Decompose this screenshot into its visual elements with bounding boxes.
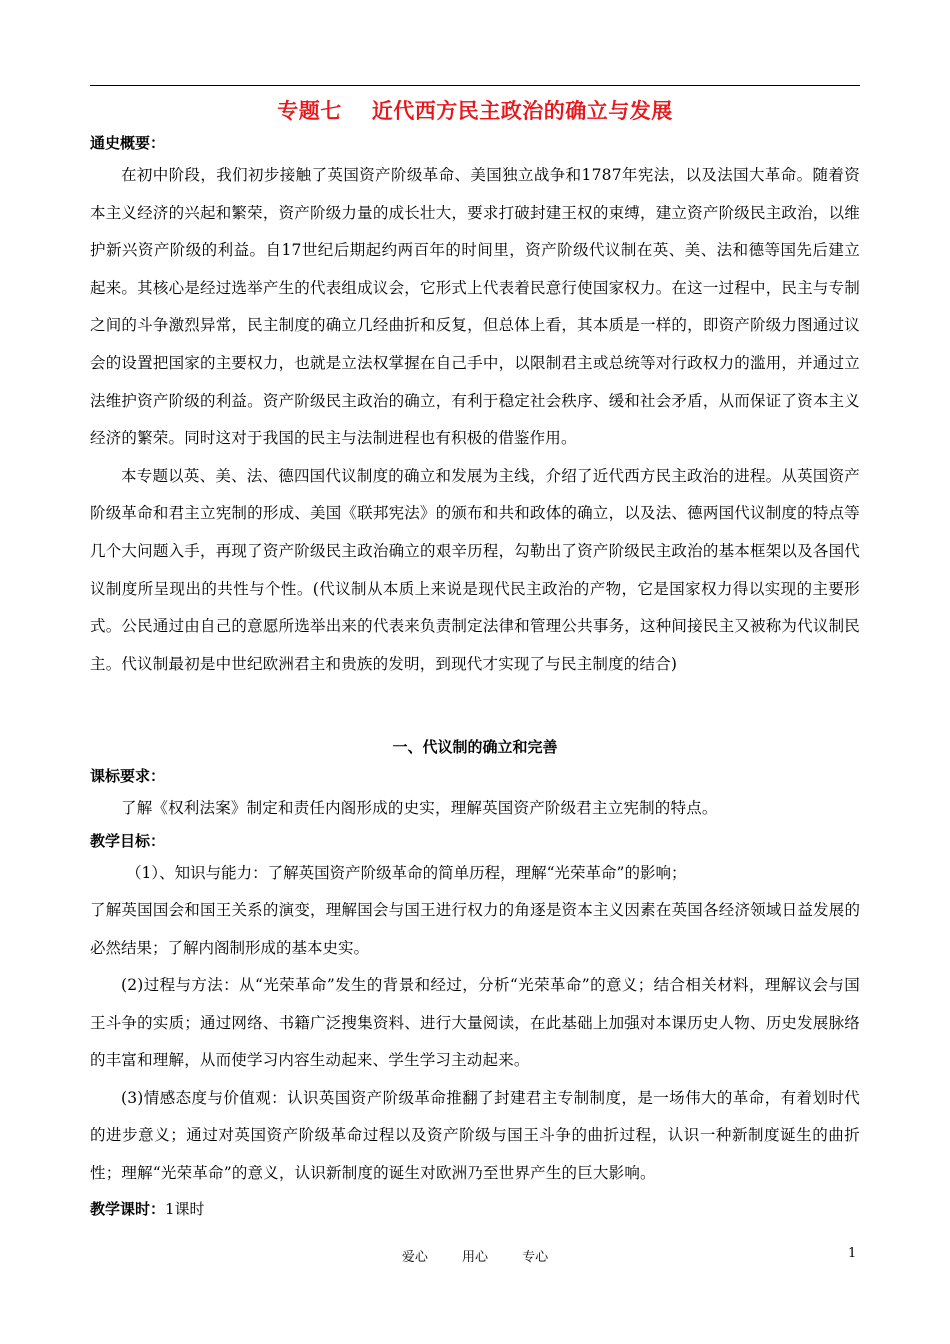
- goal-1-heading: （1）、知识与能力：了解英国资产阶级革命的简单历程，理解“光荣革命”的影响；: [126, 863, 687, 882]
- goals-label: 教学目标：: [90, 831, 166, 850]
- section-heading: 一、代议制的确立和完善: [392, 738, 558, 757]
- footer-motto: [0, 1246, 950, 1265]
- hours-value: 1课时: [165, 1200, 205, 1219]
- footer-motto-3: 专心: [522, 1250, 549, 1265]
- page-number: 1: [848, 1246, 857, 1261]
- page-title: [90, 94, 860, 128]
- overview-label: 通史概要：: [90, 134, 166, 152]
- title-prefix: 专题七: [277, 99, 342, 123]
- goal-1-text: 了解英国国会和国王关系的演变，理解国会与国王进行权力的角逐是资本主义因素在英国各经济领域日益发展的必然结果；了解内阁制形成的基本史实。: [90, 901, 860, 957]
- title-main: 近代西方民主政治的确立与发展: [371, 99, 673, 123]
- page-content: [90, 94, 860, 1224]
- overview-section: [90, 130, 860, 683]
- page-footer: [0, 1246, 950, 1270]
- footer-motto-1: 爱心: [401, 1250, 428, 1265]
- goal-2-text: (2)过程与方法：从“光荣革命”发生的背景和经过，分析“光荣革命”的意义；结合相关材料，理解议会与国王斗争的实质；通过网络、书籍广泛搜集资料、进行大量阅读，在此基础上加强对本课历史人物、历史发展脉络的丰富和理解，从而使学习内容生动起来、学生学习主动起来。: [90, 976, 860, 1070]
- overview-paragraph-2: 本专题以英、美、法、德四国代议制度的确立和发展为主线，介绍了近代西方民主政治的进程。从英国资产阶级革命和君主立宪制的形成、美国《联邦宪法》的颁布和共和政体的确立，以及法、德两国代议制度的特点等几个大问题入手，再现了资产阶级民主政治确立的艰辛历程，勾勒出了资产阶级民主政治的基本框架以及各国代议制度所呈现出的共性与个性。(代议制从本质上来说是现代民主政治的产物，它是国家权力得以实现的主要形式。公民通过由自己的意愿所选举出来的代表来负责制定法律和管理公共事务，这种间接民主又被称为代议制民主。代议制最初是中世纪欧洲君主和贵族的发明，到现代才实现了与民主制度的结合): [90, 466, 860, 673]
- overview-paragraph-1: 在初中阶段，我们初步接触了英国资产阶级革命、美国独立战争和1787年宪法，以及法国大革命。随着资本主义经济的兴起和繁荣，资产阶级力量的成长壮大，要求打破封建王权的束缚，建立资产阶级民主政治，以维护新兴资产阶级的利益。自17世纪后期起约两百年的时间里，资产阶级代议制在英、美、法和德等国先后建立起来。其核心是经过选举产生的代表组成议会，它形式上代表着民意行使国家权力。在这一过程中，民主与专制之间的斗争激烈异常，民主制度的确立几经曲折和反复，但总体上看，其本质是一样的，即资产阶级力图通过议会的设置把国家的主要权力，也就是立法权掌握在自己手中，以限制君主或总统等对行政权力的滥用，并通过立法维护资产阶级的利益。资产阶级民主政治的确立，有利于稳定社会秩序、缓和社会矛盾，从而保证了资本主义经济的繁荣。同时这对于我国的民主与法制进程也有积极的借鉴作用。: [90, 166, 860, 448]
- goal-3-text: (3)情感态度与价值观：认识英国资产阶级革命推翻了封建君主专制制度，是一场伟大的革命，有着划时代的进步意义；通过对英国资产阶级革命过程以及资产阶级与国王斗争的曲折过程，认识一种新制度诞生的曲折性；理解“光荣革命”的意义，认识新制度的诞生对欧洲乃至世界产生的巨大影响。: [90, 1088, 860, 1182]
- standard-text: 了解《权利法案》制定和责任内阁形成的史实，理解英国资产阶级君主立宪制的特点。: [121, 799, 718, 818]
- teaching-hours: [90, 1194, 860, 1224]
- footer-motto-2: 用心: [461, 1250, 488, 1265]
- standard-label: 课标要求：: [90, 767, 166, 786]
- hours-label: 教学课时：: [90, 1200, 166, 1219]
- header-rule: [90, 85, 860, 86]
